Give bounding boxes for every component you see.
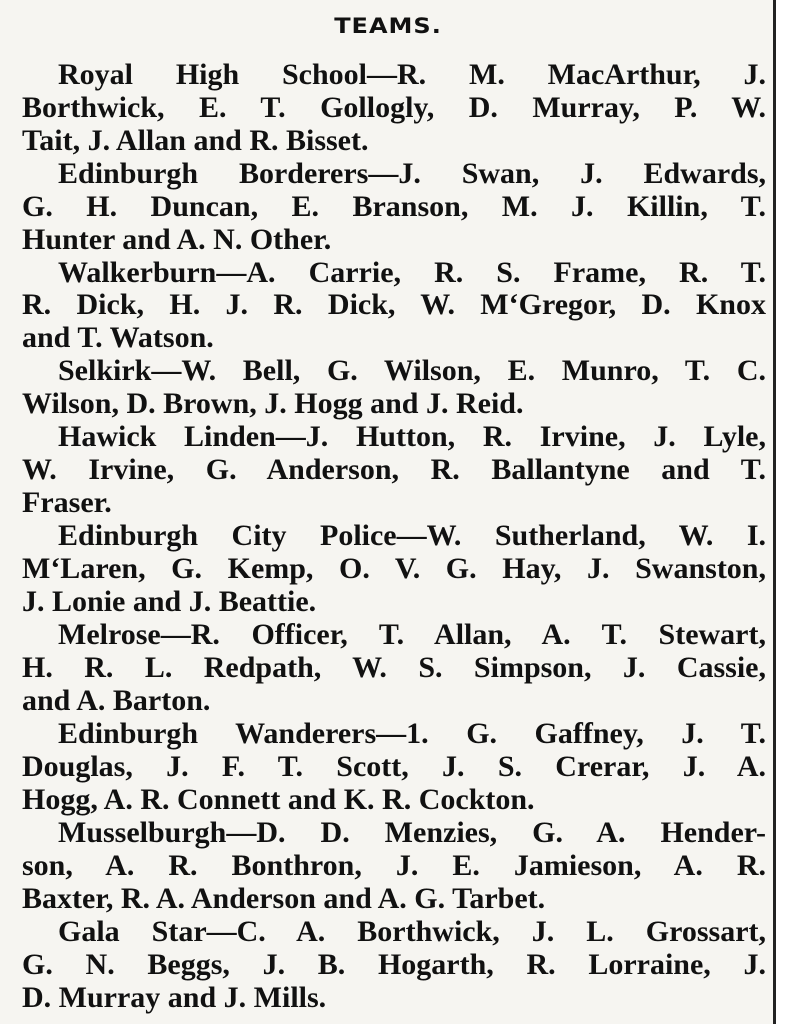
team-line: Hawick Linden—J. Hutton, R. Irvine, J. Lyle, [58, 420, 766, 453]
team-line: Borthwick, E. T. Gollogly, D. Murray, P. W. [22, 91, 766, 124]
team-line: Edinburgh Wanderers—1. G. Gaffney, J. T. [58, 717, 766, 750]
team-line: and T. Watson. [22, 321, 214, 354]
team-line: Baxter, R. A. Anderson and A. G. Tarbet. [22, 882, 546, 915]
team-line: Hunter and A. N. Other. [22, 223, 332, 256]
team-line: Selkirk—W. Bell, G. Wilson, E. Munro, T. C. [58, 354, 766, 387]
team-line: Hogg, A. R. Connett and K. R. Cockton. [22, 783, 535, 816]
team-line: J. Lonie and J. Beattie. [22, 585, 317, 618]
team-line: and A. Barton. [22, 684, 211, 717]
team-line: Fraser. [22, 486, 112, 519]
team-line: G. H. Duncan, E. Branson, M. J. Killin, T. [22, 190, 766, 223]
team-line: Wilson, D. Brown, J. Hogg and J. Reid. [22, 387, 524, 420]
team-line: Melrose—R. Officer, T. Allan, A. T. Stewart, [58, 618, 766, 651]
team-line: Edinburgh Borderers—J. Swan, J. Edwards, [58, 157, 766, 190]
team-line: H. R. L. Redpath, W. S. Simpson, J. Cassie, [22, 651, 766, 684]
team-line: Royal High School—R. M. MacArthur, J. [58, 58, 766, 91]
team-line: Musselburgh—D. D. Menzies, G. A. Hender- [58, 816, 766, 849]
team-line: son, A. R. Bonthron, J. E. Jamieson, A. R. [22, 849, 766, 882]
team-line: G. N. Beggs, J. B. Hogarth, R. Lorraine, J. [22, 948, 766, 981]
team-line: Douglas, J. F. T. Scott, J. S. Crerar, J. A. [22, 750, 766, 783]
team-line: M‘Laren, G. Kemp, O. V. G. Hay, J. Swanston, [22, 552, 766, 585]
team-line: Edinburgh City Police—W. Sutherland, W. I. [58, 519, 766, 552]
team-line: Gala Star—C. A. Borthwick, J. L. Grossart, [58, 915, 766, 948]
team-line: Walkerburn—A. Carrie, R. S. Frame, R. T. [58, 256, 766, 289]
team-line: D. Murray and J. Mills. [22, 981, 327, 1014]
section-heading: TEAMS. [334, 13, 442, 39]
team-line: W. Irvine, G. Anderson, R. Ballantyne and T. [22, 453, 766, 486]
team-line: R. Dick, H. J. R. Dick, W. M‘Gregor, D. Knox [22, 288, 766, 321]
team-line: Tait, J. Allan and R. Bisset. [22, 124, 369, 157]
